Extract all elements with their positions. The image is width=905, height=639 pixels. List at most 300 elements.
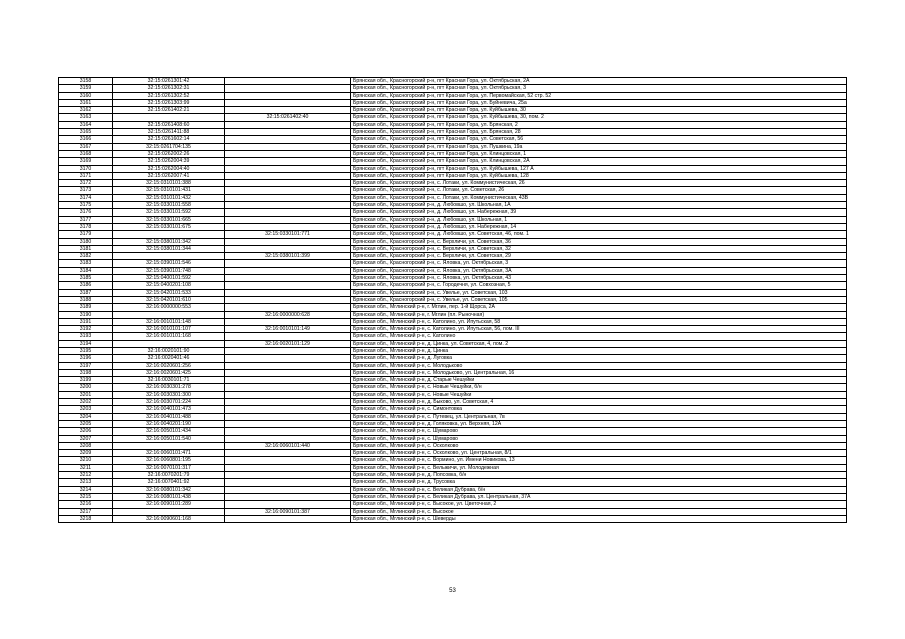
row-number-cell: 3159 (59, 85, 113, 92)
address-cell: Брянская обл., Красногорский р-н, пгт Красная Гора, ул. Куйбышева, 127 А (351, 165, 847, 172)
row-number-cell: 3194 (59, 340, 113, 347)
table-row (59, 282, 847, 289)
table-row (59, 187, 847, 194)
cadastral-number-cell: 32:15:0261602:14 (113, 136, 225, 143)
table-row (59, 493, 847, 500)
row-number-cell: 3201 (59, 391, 113, 398)
cadastral-number-cell (113, 442, 225, 449)
row-number-cell: 3198 (59, 369, 113, 376)
address-cell: Брянская обл., Красногорский р-н, пгт Красная Гора, ул. Куйбышева, 30 (351, 107, 847, 114)
address-cell: Брянская обл., Мглинский р-н, с. Молодьково (351, 362, 847, 369)
row-number-cell: 3161 (59, 99, 113, 106)
address-cell: Брянская обл., Красногорский р-н, пгт Красная Гора, ул. Куйбышева, 30, пом. 2 (351, 114, 847, 121)
premises-number-cell (225, 369, 351, 376)
table-row (59, 92, 847, 99)
row-number-cell: 3211 (59, 464, 113, 471)
row-number-cell: 3217 (59, 508, 113, 515)
cadastral-number-cell: 32:16:0080101:342 (113, 486, 225, 493)
table-row (59, 428, 847, 435)
row-number-cell: 3206 (59, 428, 113, 435)
premises-number-cell (225, 202, 351, 209)
table-row (59, 420, 847, 427)
table-row (59, 99, 847, 106)
premises-number-cell (225, 216, 351, 223)
row-number-cell: 3177 (59, 216, 113, 223)
table-row (59, 355, 847, 362)
row-number-cell: 3174 (59, 194, 113, 201)
cadastral-number-cell: 32:15:0310101:432 (113, 194, 225, 201)
table-row (59, 501, 847, 508)
cadastral-number-cell (113, 340, 225, 347)
registry-table-body (59, 78, 847, 523)
cadastral-number-cell: 32:15:0400201:108 (113, 282, 225, 289)
table-row (59, 107, 847, 114)
address-cell: Брянская обл., Мглинский р-н, с. Симонтовка (351, 406, 847, 413)
cadastral-number-cell: 32:16:0070201:79 (113, 472, 225, 479)
premises-number-cell (225, 209, 351, 216)
row-number-cell: 3197 (59, 362, 113, 369)
table-row (59, 129, 847, 136)
address-cell: Брянская обл., Красногорский р-н, д. Любовшо, ул. Набережная, 39 (351, 209, 847, 216)
address-cell: Брянская обл., Красногорский р-н, д. Любовшо, ул. Советская, 46, пом. 1 (351, 231, 847, 238)
premises-number-cell (225, 85, 351, 92)
premises-number-cell (225, 245, 351, 252)
row-number-cell: 3160 (59, 92, 113, 99)
table-row (59, 172, 847, 179)
premises-number-cell (225, 318, 351, 325)
table-row (59, 121, 847, 128)
address-cell: Брянская обл., Мглинский р-н, с. Католино, ул. Ипутьская, 58 (351, 318, 847, 325)
table-row (59, 399, 847, 406)
premises-number-cell (225, 479, 351, 486)
table-row (59, 413, 847, 420)
row-number-cell: 3190 (59, 311, 113, 318)
row-number-cell: 3173 (59, 187, 113, 194)
address-cell: Брянская обл., Мглинский р-н, с. Высокое, ул. Цветочная, 2 (351, 501, 847, 508)
cadastral-number-cell: 32:16:0090101:289 (113, 501, 225, 508)
cadastral-number-cell: 32:16:0070101:317 (113, 464, 225, 471)
premises-number-cell (225, 435, 351, 442)
cadastral-number-cell: 32:16:0000000:553 (113, 304, 225, 311)
address-cell: Брянская обл., Мглинский р-н, с. Шумарово (351, 435, 847, 442)
cadastral-number-cell: 32:15:0262007:41 (113, 172, 225, 179)
cadastral-number-cell: 32:15:0390101:546 (113, 260, 225, 267)
table-row (59, 311, 847, 318)
premises-number-cell: 32:16:0020101:129 (225, 340, 351, 347)
cadastral-number-cell: 32:16:0090601:168 (113, 515, 225, 522)
table-row (59, 216, 847, 223)
cadastral-number-cell: 32:16:0020401:46 (113, 355, 225, 362)
address-cell: Брянская обл., Мглинский р-н, с. Осколково, ул. Центральная, 8/1 (351, 450, 847, 457)
address-cell: Брянская обл., Мглинский р-н, д. Луговка (351, 355, 847, 362)
table-row (59, 391, 847, 398)
table-row (59, 435, 847, 442)
cadastral-number-cell: 32:15:0420101:610 (113, 296, 225, 303)
table-row (59, 289, 847, 296)
premises-number-cell (225, 384, 351, 391)
premises-number-cell (225, 78, 351, 85)
table-row (59, 457, 847, 464)
premises-number-cell (225, 501, 351, 508)
address-cell: Брянская обл., Красногорский р-н, с. Увелье, ул. Советская, 105 (351, 296, 847, 303)
row-number-cell: 3170 (59, 165, 113, 172)
address-cell: Брянская обл., Красногорский р-н, с. Верхличи, ул. Советская, 32 (351, 245, 847, 252)
row-number-cell: 3187 (59, 289, 113, 296)
premises-number-cell (225, 129, 351, 136)
premises-number-cell (225, 165, 351, 172)
table-row (59, 194, 847, 201)
premises-number-cell (225, 180, 351, 187)
cadastral-number-cell: 32:15:0310101:388 (113, 180, 225, 187)
row-number-cell: 3208 (59, 442, 113, 449)
cadastral-number-cell: 32:15:0262002:26 (113, 150, 225, 157)
row-number-cell: 3189 (59, 304, 113, 311)
table-row (59, 377, 847, 384)
address-cell: Брянская обл., Мглинский р-н, с. Новые Чешуйки (351, 391, 847, 398)
table-row (59, 406, 847, 413)
cadastral-number-cell: 32:15:0330101:558 (113, 202, 225, 209)
cadastral-number-cell: 32:16:0060101:471 (113, 450, 225, 457)
premises-number-cell: 32:15:0330101:771 (225, 231, 351, 238)
premises-number-cell (225, 99, 351, 106)
table-row (59, 296, 847, 303)
address-cell: Брянская обл., Мглинский р-н, д. Старые Чешуйки (351, 377, 847, 384)
cadastral-number-cell (113, 114, 225, 121)
address-cell: Брянская обл., Мглинский р-н, с. Молодьково, ул. Центральная, 16 (351, 369, 847, 376)
cadastral-number-cell: 32:16:0010101:148 (113, 318, 225, 325)
premises-number-cell (225, 333, 351, 340)
row-number-cell: 3212 (59, 472, 113, 479)
cadastral-number-cell: 32:16:0040201:190 (113, 420, 225, 427)
premises-number-cell: 32:16:0010101:149 (225, 326, 351, 333)
premises-number-cell (225, 413, 351, 420)
address-cell: Брянская обл., Мглинский р-н, г. Мглин (пл. Рыночная) (351, 311, 847, 318)
row-number-cell: 3186 (59, 282, 113, 289)
table-row (59, 304, 847, 311)
row-number-cell: 3199 (59, 377, 113, 384)
row-number-cell: 3180 (59, 238, 113, 245)
address-cell: Брянская обл., Мглинский р-н, с. Шумарово (351, 428, 847, 435)
row-number-cell: 3179 (59, 231, 113, 238)
cadastral-number-cell: 32:15:0330101:592 (113, 209, 225, 216)
table-row (59, 450, 847, 457)
row-number-cell: 3162 (59, 107, 113, 114)
row-number-cell: 3209 (59, 450, 113, 457)
table-row (59, 362, 847, 369)
cadastral-number-cell: 32:15:0261411:88 (113, 129, 225, 136)
cadastral-number-cell: 32:16:0080101:438 (113, 493, 225, 500)
address-cell: Брянская обл., Красногорский р-н, с. Городечня, ул. Совхозная, 5 (351, 282, 847, 289)
table-row (59, 347, 847, 354)
table-row (59, 326, 847, 333)
address-cell: Брянская обл., Мглинский р-н, д. Голяковка, ул. Верхняя, 12А (351, 420, 847, 427)
row-number-cell: 3163 (59, 114, 113, 121)
address-cell: Брянская обл., Мглинский р-н, д. Цинка (351, 347, 847, 354)
premises-number-cell: 32:16:0060101:440 (225, 442, 351, 449)
cadastral-number-cell: 32:16:0030301:300 (113, 391, 225, 398)
cadastral-number-cell: 32:16:0030301:278 (113, 384, 225, 391)
address-cell: Брянская обл., Красногорский р-н, пгт Красная Гора, ул. Брянская, 2 (351, 121, 847, 128)
cadastral-number-cell (113, 508, 225, 515)
address-cell: Брянская обл., Мглинский р-н, с. Великая Дубрава, ул. Центральная, 37А (351, 493, 847, 500)
address-cell: Брянская обл., Мглинский р-н, с. Осколково (351, 442, 847, 449)
premises-number-cell (225, 296, 351, 303)
premises-number-cell (225, 399, 351, 406)
row-number-cell: 3207 (59, 435, 113, 442)
address-cell: Брянская обл., Мглинский р-н, с. Шеверды (351, 515, 847, 522)
cadastral-number-cell (113, 231, 225, 238)
cadastral-number-cell: 32:15:0380101:342 (113, 238, 225, 245)
table-row (59, 464, 847, 471)
row-number-cell: 3218 (59, 515, 113, 522)
page-number: 53 (449, 588, 456, 594)
address-cell: Брянская обл., Красногорский р-н, пгт Красная Гора, ул. Пушкина, 19а (351, 143, 847, 150)
address-cell: Брянская обл., Мглинский р-н, д. Трусовка (351, 479, 847, 486)
table-row (59, 369, 847, 376)
address-cell: Брянская обл., Красногорский р-н, пгт Красная Гора, ул. Первомайская, 52 стр. 52 (351, 92, 847, 99)
premises-number-cell (225, 121, 351, 128)
cadastral-number-cell: 32:16:0070401:92 (113, 479, 225, 486)
address-cell: Брянская обл., Красногорский р-н, с. Верхличи, ул. Советская, 29 (351, 253, 847, 260)
cadastral-number-cell: 32:15:0261302:31 (113, 85, 225, 92)
row-number-cell: 3175 (59, 202, 113, 209)
cadastral-number-cell: 32:16:0040101:488 (113, 413, 225, 420)
premises-number-cell (225, 187, 351, 194)
table-row (59, 209, 847, 216)
premises-number-cell (225, 355, 351, 362)
cadastral-number-cell: 32:15:0261303:99 (113, 99, 225, 106)
row-number-cell: 3183 (59, 260, 113, 267)
table-row (59, 508, 847, 515)
cadastral-number-cell (113, 311, 225, 318)
cadastral-number-cell: 32:15:0261402:21 (113, 107, 225, 114)
cadastral-number-cell: 32:16:0040101:473 (113, 406, 225, 413)
premises-number-cell (225, 515, 351, 522)
address-cell: Брянская обл., Мглинский р-н, с. Высокое (351, 508, 847, 515)
row-number-cell: 3176 (59, 209, 113, 216)
premises-number-cell (225, 150, 351, 157)
premises-number-cell (225, 194, 351, 201)
row-number-cell: 3205 (59, 420, 113, 427)
premises-number-cell (225, 391, 351, 398)
premises-number-cell: 32:16:0000000:628 (225, 311, 351, 318)
premises-number-cell (225, 486, 351, 493)
row-number-cell: 3210 (59, 457, 113, 464)
cadastral-number-cell: 32:16:0020601:425 (113, 369, 225, 376)
address-cell: Брянская обл., Красногорский р-н, д. Любовшо, ул. Школьная, 1 (351, 216, 847, 223)
address-cell: Брянская обл., Красногорский р-н, пгт Красная Гора, ул. Советская, 56 (351, 136, 847, 143)
table-row (59, 340, 847, 347)
address-cell: Брянская обл., Красногорский р-н, с. Яловка, ул. Октябрьская, 3 (351, 260, 847, 267)
premises-number-cell (225, 172, 351, 179)
address-cell: Брянская обл., Красногорский р-н, пгт Красная Гора, ул. Октябрьская, 2А (351, 78, 847, 85)
address-cell: Брянская обл., Красногорский р-н, с. Лотаки, ул. Коммунистическая, 26 (351, 180, 847, 187)
cadastral-number-cell: 32:16:0010101:107 (113, 326, 225, 333)
premises-number-cell (225, 304, 351, 311)
table-row (59, 318, 847, 325)
premises-number-cell (225, 260, 351, 267)
address-cell: Брянская обл., Мглинский р-н, д. Попсовка, б/н (351, 472, 847, 479)
table-row (59, 165, 847, 172)
address-cell: Брянская обл., Красногорский р-н, пгт Красная Гора, ул. Куйбышева, 128 (351, 172, 847, 179)
cadastral-number-cell: 32:16:0030701:224 (113, 399, 225, 406)
row-number-cell: 3213 (59, 479, 113, 486)
premises-number-cell (225, 347, 351, 354)
table-row (59, 253, 847, 260)
cadastral-number-cell: 32:16:0050101:540 (113, 435, 225, 442)
cadastral-number-cell: 32:16:0020101:90 (113, 347, 225, 354)
address-cell: Брянская обл., Мглинский р-н, с. Новые Чешуйки, б/н (351, 384, 847, 391)
registry-table-container (58, 77, 846, 523)
premises-number-cell (225, 107, 351, 114)
address-cell: Брянская обл., Мглинский р-н, д. Быково, ул. Советская, 4 (351, 399, 847, 406)
premises-number-cell (225, 406, 351, 413)
premises-number-cell (225, 362, 351, 369)
address-cell: Брянская обл., Красногорский р-н, с. Яловка, ул. Октябрьская, 43 (351, 275, 847, 282)
address-cell: Брянская обл., Красногорский р-н, пгт Красная Гора, ул. Буйневича, 25а (351, 99, 847, 106)
cadastral-number-cell: 32:15:0262004:39 (113, 158, 225, 165)
table-row (59, 275, 847, 282)
cadastral-number-cell: 32:15:0310101:431 (113, 187, 225, 194)
row-number-cell: 3214 (59, 486, 113, 493)
table-row (59, 479, 847, 486)
address-cell: Брянская обл., Мглинский р-н, с. Католино, ул. Ипутьская, 56, пом. III (351, 326, 847, 333)
row-number-cell: 3171 (59, 172, 113, 179)
cadastral-number-cell: 32:16:0030101:71 (113, 377, 225, 384)
cadastral-number-cell: 32:15:0330101:675 (113, 223, 225, 230)
premises-number-cell (225, 143, 351, 150)
table-row (59, 260, 847, 267)
row-number-cell: 3178 (59, 223, 113, 230)
cadastral-number-cell: 32:16:0050101:434 (113, 428, 225, 435)
premises-number-cell (225, 238, 351, 245)
cadastral-number-cell: 32:15:0261704:135 (113, 143, 225, 150)
table-row (59, 223, 847, 230)
cadastral-number-cell: 32:15:0400101:592 (113, 275, 225, 282)
address-cell: Брянская обл., Мглинский р-н, г. Мглин, пер. 1-й Щорса, 2А (351, 304, 847, 311)
row-number-cell: 3172 (59, 180, 113, 187)
row-number-cell: 3202 (59, 399, 113, 406)
address-cell: Брянская обл., Мглинский р-н, д. Цинка, ул. Советская, 4, пом. 2 (351, 340, 847, 347)
table-row (59, 472, 847, 479)
row-number-cell: 3191 (59, 318, 113, 325)
table-row (59, 238, 847, 245)
premises-number-cell (225, 420, 351, 427)
table-row (59, 158, 847, 165)
table-row (59, 150, 847, 157)
row-number-cell: 3168 (59, 150, 113, 157)
address-cell: Брянская обл., Красногорский р-н, с. Лотаки, ул. Советская, 26 (351, 187, 847, 194)
premises-number-cell (225, 457, 351, 464)
address-cell: Брянская обл., Красногорский р-н, с. Яловка, ул. Октябрьская, 3А (351, 267, 847, 274)
row-number-cell: 3169 (59, 158, 113, 165)
premises-number-cell (225, 158, 351, 165)
cadastral-number-cell: 32:16:0020601:256 (113, 362, 225, 369)
table-row (59, 202, 847, 209)
cadastral-number-cell: 32:15:0330101:665 (113, 216, 225, 223)
registry-table (58, 77, 847, 523)
row-number-cell: 3200 (59, 384, 113, 391)
cadastral-number-cell: 32:16:0010101:168 (113, 333, 225, 340)
premises-number-cell (225, 282, 351, 289)
cadastral-number-cell (113, 253, 225, 260)
cadastral-number-cell: 32:15:0261302:52 (113, 92, 225, 99)
premises-number-cell (225, 267, 351, 274)
cadastral-number-cell: 32:16:0060801:195 (113, 457, 225, 464)
table-row (59, 245, 847, 252)
address-cell: Брянская обл., Красногорский р-н, пгт Красная Гора, ул. Клинцовская, 1 (351, 150, 847, 157)
row-number-cell: 3188 (59, 296, 113, 303)
premises-number-cell (225, 289, 351, 296)
table-row (59, 136, 847, 143)
premises-number-cell (225, 493, 351, 500)
row-number-cell: 3164 (59, 121, 113, 128)
row-number-cell: 3195 (59, 347, 113, 354)
table-row (59, 267, 847, 274)
table-row (59, 85, 847, 92)
row-number-cell: 3182 (59, 253, 113, 260)
row-number-cell: 3203 (59, 406, 113, 413)
table-row (59, 515, 847, 522)
table-row (59, 442, 847, 449)
address-cell: Брянская обл., Мглинский р-н, с. Католино (351, 333, 847, 340)
cadastral-number-cell: 32:15:0420101:533 (113, 289, 225, 296)
table-row (59, 384, 847, 391)
premises-number-cell (225, 275, 351, 282)
table-row (59, 180, 847, 187)
row-number-cell: 3215 (59, 493, 113, 500)
premises-number-cell: 32:15:0261402:40 (225, 114, 351, 121)
address-cell: Брянская обл., Красногорский р-н, с. Увелье, ул. Советская, 103 (351, 289, 847, 296)
row-number-cell: 3166 (59, 136, 113, 143)
address-cell: Брянская обл., Красногорский р-н, пгт Красная Гора, ул. Брянская, 28 (351, 129, 847, 136)
cadastral-number-cell: 32:15:0261408:60 (113, 121, 225, 128)
address-cell: Брянская обл., Мглинский р-н, с. Путевец, ул. Центральная, 7в (351, 413, 847, 420)
table-row (59, 333, 847, 340)
table-row (59, 231, 847, 238)
cadastral-number-cell: 32:15:0262004:40 (113, 165, 225, 172)
premises-number-cell (225, 377, 351, 384)
row-number-cell: 3181 (59, 245, 113, 252)
row-number-cell: 3204 (59, 413, 113, 420)
premises-number-cell (225, 450, 351, 457)
premises-number-cell (225, 223, 351, 230)
address-cell: Брянская обл., Красногорский р-н, пгт Красная Гора, ул. Клинцовская, 2А (351, 158, 847, 165)
cadastral-number-cell: 32:15:0390101:748 (113, 267, 225, 274)
premises-number-cell (225, 92, 351, 99)
table-row (59, 78, 847, 85)
address-cell: Брянская обл., Мглинский р-н, с. Вельжичи, ул. Молодежная (351, 464, 847, 471)
cadastral-number-cell: 32:15:0261301:42 (113, 78, 225, 85)
row-number-cell: 3193 (59, 333, 113, 340)
premises-number-cell (225, 472, 351, 479)
premises-number-cell: 32:15:0380101:399 (225, 253, 351, 260)
address-cell: Брянская обл., Мглинский р-н, с. Великая Дубрава, б/н (351, 486, 847, 493)
premises-number-cell (225, 428, 351, 435)
address-cell: Брянская обл., Красногорский р-н, с. Лотаки, ул. Коммунистическая, 43В (351, 194, 847, 201)
address-cell: Брянская обл., Красногорский р-н, с. Верхличи, ул. Советская, 36 (351, 238, 847, 245)
premises-number-cell (225, 464, 351, 471)
table-row (59, 114, 847, 121)
row-number-cell: 3165 (59, 129, 113, 136)
address-cell: Брянская обл., Красногорский р-н, д. Любовшо, ул. Набережная, 14 (351, 223, 847, 230)
cadastral-number-cell: 32:15:0380101:344 (113, 245, 225, 252)
row-number-cell: 3184 (59, 267, 113, 274)
row-number-cell: 3185 (59, 275, 113, 282)
address-cell: Брянская обл., Красногорский р-н, пгт Красная Гора, ул. Октябрьская, 3 (351, 85, 847, 92)
address-cell: Брянская обл., Красногорский р-н, д. Любовшо, ул. Школьная, 1А (351, 202, 847, 209)
row-number-cell: 3192 (59, 326, 113, 333)
